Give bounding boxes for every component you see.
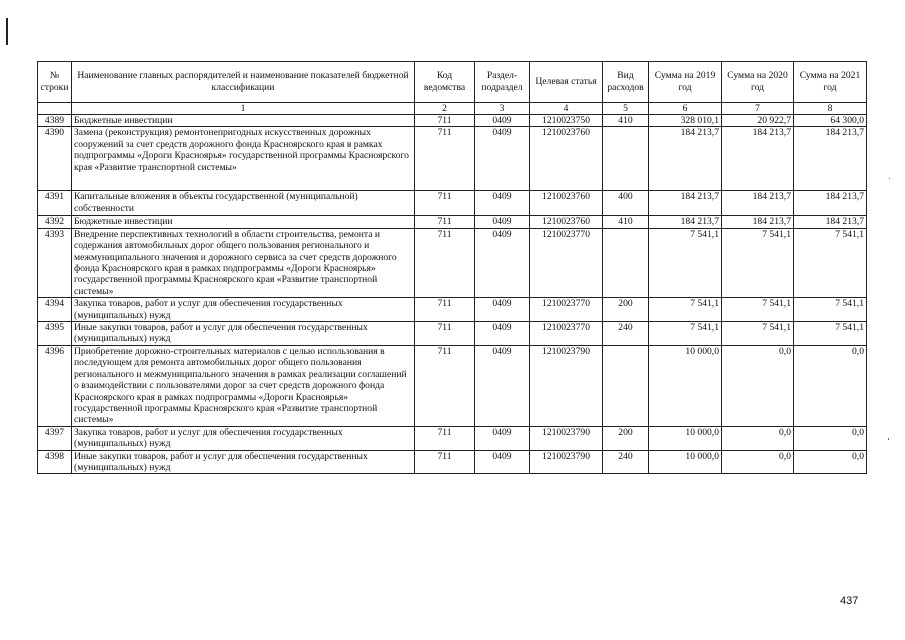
row-sum-2019: 328 010,1 — [649, 115, 722, 127]
column-number: 8 — [794, 103, 867, 115]
row-target: 1210023790 — [530, 450, 603, 474]
row-number: 4394 — [38, 298, 72, 322]
column-number: 3 — [475, 103, 530, 115]
row-sum-2020: 0,0 — [722, 450, 794, 474]
row-sum-2019: 7 541,1 — [649, 298, 722, 322]
row-name: Закупка товаров, работ и услуг для обеспечения государственных (муниципальных) нужд — [72, 298, 415, 322]
row-number: 4398 — [38, 450, 72, 474]
row-number: 4392 — [38, 216, 72, 228]
row-target: 1210023750 — [530, 115, 603, 127]
row-target: 1210023790 — [530, 345, 603, 426]
row-kind — [603, 345, 649, 426]
row-sum-2021: 0,0 — [794, 450, 867, 474]
row-code: 711 — [415, 115, 475, 127]
row-section: 0409 — [475, 228, 530, 297]
column-number: 6 — [649, 103, 722, 115]
scan-margin-mark — [6, 18, 8, 45]
table-row — [38, 115, 867, 127]
row-name: Внедрение перспективных технологий в области строительства, ремонта и содержания автомобильных дорог общего пользования регионального и межмуниципального значения и дорожного сервиса за счет средств дорожного фонда Красноярского края в рамках подпрограммы «Дороги Красноярья» государственной программы Красноярского края «Развитие транспортной системы» — [72, 228, 415, 297]
row-sum-2020: 184 213,7 — [722, 216, 794, 228]
row-section: 0409 — [475, 216, 530, 228]
scan-speck — [889, 178, 890, 179]
row-sum-2020: 0,0 — [722, 426, 794, 450]
row-sum-2021: 184 213,7 — [794, 127, 867, 191]
row-kind: 200 — [603, 298, 649, 322]
row-section: 0409 — [475, 426, 530, 450]
row-sum-2020: 7 541,1 — [722, 322, 794, 346]
row-code: 711 — [415, 450, 475, 474]
row-sum-2020: 7 541,1 — [722, 228, 794, 297]
row-target: 1210023760 — [530, 191, 603, 216]
scan-speck — [888, 438, 889, 440]
column-number: 7 — [722, 103, 794, 115]
row-kind: 410 — [603, 216, 649, 228]
header-code: Код ведомства — [415, 62, 475, 103]
row-section: 0409 — [475, 191, 530, 216]
row-code: 711 — [415, 345, 475, 426]
column-number: 2 — [415, 103, 475, 115]
row-sum-2019: 184 213,7 — [649, 127, 722, 191]
row-number: 4391 — [38, 191, 72, 216]
page-number: 437 — [840, 595, 859, 607]
row-sum-2020: 0,0 — [722, 345, 794, 426]
row-sum-2019: 10 000,0 — [649, 450, 722, 474]
row-kind: 240 — [603, 450, 649, 474]
row-section: 0409 — [475, 450, 530, 474]
row-target: 1210023770 — [530, 228, 603, 297]
row-target: 1210023770 — [530, 322, 603, 346]
row-number: 4397 — [38, 426, 72, 450]
row-code: 711 — [415, 127, 475, 191]
row-code: 711 — [415, 216, 475, 228]
table-row — [38, 322, 867, 346]
column-number: 5 — [603, 103, 649, 115]
row-name: Бюджетные инвестиции — [72, 115, 415, 127]
row-number: 4393 — [38, 228, 72, 297]
table-row — [38, 450, 867, 474]
row-name: Капитальные вложения в объекты государственной (муниципальной) собственности — [72, 191, 415, 216]
row-sum-2020: 7 541,1 — [722, 298, 794, 322]
row-kind: 400 — [603, 191, 649, 216]
row-section: 0409 — [475, 127, 530, 191]
row-name: Приобретение дорожно-строительных материалов с целью использования в последующем для ремонта автомобильных дорог общего пользования регионального и межмуниципального значения в рамках реализации соглашений о взаимодействии с пользователями дорог за счет средств дорожного фонда Красноярского края в рамках подпрограммы «Дороги Красноярья» государственной программы Красноярского края «Развитие транспортной системы» — [72, 345, 415, 426]
row-sum-2020: 184 213,7 — [722, 191, 794, 216]
row-sum-2020: 184 213,7 — [722, 127, 794, 191]
row-sum-2021: 7 541,1 — [794, 298, 867, 322]
row-name: Замена (реконструкция) ремонтонепригодных искусственных дорожных сооружений за счет средств дорожного фонда Красноярского края в рамках подпрограммы «Дороги Красноярья» государственной программы Красноярского края «Развитие транспортной системы» — [72, 127, 415, 191]
row-sum-2021: 0,0 — [794, 345, 867, 426]
row-name: Иные закупки товаров, работ и услуг для обеспечения государственных (муниципальных) нужд — [72, 450, 415, 474]
row-section: 0409 — [475, 345, 530, 426]
row-kind — [603, 228, 649, 297]
row-sum-2021: 7 541,1 — [794, 322, 867, 346]
row-target: 1210023790 — [530, 426, 603, 450]
row-number: 4396 — [38, 345, 72, 426]
row-kind: 240 — [603, 322, 649, 346]
header-2021: Сумма на 2021 год — [794, 62, 867, 103]
column-number-row — [38, 103, 867, 115]
row-kind — [603, 127, 649, 191]
row-target: 1210023770 — [530, 298, 603, 322]
column-number — [38, 103, 72, 115]
row-section: 0409 — [475, 298, 530, 322]
column-number: 1 — [72, 103, 415, 115]
row-sum-2021: 7 541,1 — [794, 228, 867, 297]
row-sum-2021: 64 300,0 — [794, 115, 867, 127]
header-2019: Сумма на 2019 год — [649, 62, 722, 103]
row-sum-2019: 10 000,0 — [649, 426, 722, 450]
row-code: 711 — [415, 426, 475, 450]
row-target: 1210023760 — [530, 216, 603, 228]
row-section: 0409 — [475, 322, 530, 346]
header-target: Целевая статья — [530, 62, 603, 103]
row-sum-2019: 7 541,1 — [649, 322, 722, 346]
table-row — [38, 426, 867, 450]
table-row — [38, 228, 867, 297]
column-number: 4 — [530, 103, 603, 115]
row-code: 711 — [415, 298, 475, 322]
header-kind: Вид расходов — [603, 62, 649, 103]
row-sum-2019: 184 213,7 — [649, 216, 722, 228]
table-row — [38, 345, 867, 426]
row-code: 711 — [415, 228, 475, 297]
row-target: 1210023760 — [530, 127, 603, 191]
row-kind: 200 — [603, 426, 649, 450]
row-sum-2019: 10 000,0 — [649, 345, 722, 426]
header-name: Наименование главных распорядителей и наименование показателей бюджетной классификации — [72, 62, 415, 103]
table-header-row — [38, 62, 867, 103]
header-2020: Сумма на 2020 год — [722, 62, 794, 103]
row-sum-2019: 184 213,7 — [649, 191, 722, 216]
row-number: 4389 — [38, 115, 72, 127]
row-name: Бюджетные инвестиции — [72, 216, 415, 228]
row-name: Закупка товаров, работ и услуг для обеспечения государственных (муниципальных) нужд — [72, 426, 415, 450]
row-sum-2019: 7 541,1 — [649, 228, 722, 297]
row-sum-2021: 184 213,7 — [794, 216, 867, 228]
row-name: Иные закупки товаров, работ и услуг для обеспечения государственных (муниципальных) нужд — [72, 322, 415, 346]
table-row — [38, 191, 867, 216]
row-number: 4395 — [38, 322, 72, 346]
row-number: 4390 — [38, 127, 72, 191]
table-row — [38, 298, 867, 322]
row-sum-2021: 184 213,7 — [794, 191, 867, 216]
row-section: 0409 — [475, 115, 530, 127]
row-code: 711 — [415, 191, 475, 216]
budget-table — [37, 61, 867, 474]
header-row-number: № строки — [38, 62, 72, 103]
table-row — [38, 127, 867, 191]
row-code: 711 — [415, 322, 475, 346]
table-row — [38, 216, 867, 228]
header-section: Раздел-подраздел — [475, 62, 530, 103]
row-sum-2021: 0,0 — [794, 426, 867, 450]
row-sum-2020: 20 922,7 — [722, 115, 794, 127]
row-kind: 410 — [603, 115, 649, 127]
